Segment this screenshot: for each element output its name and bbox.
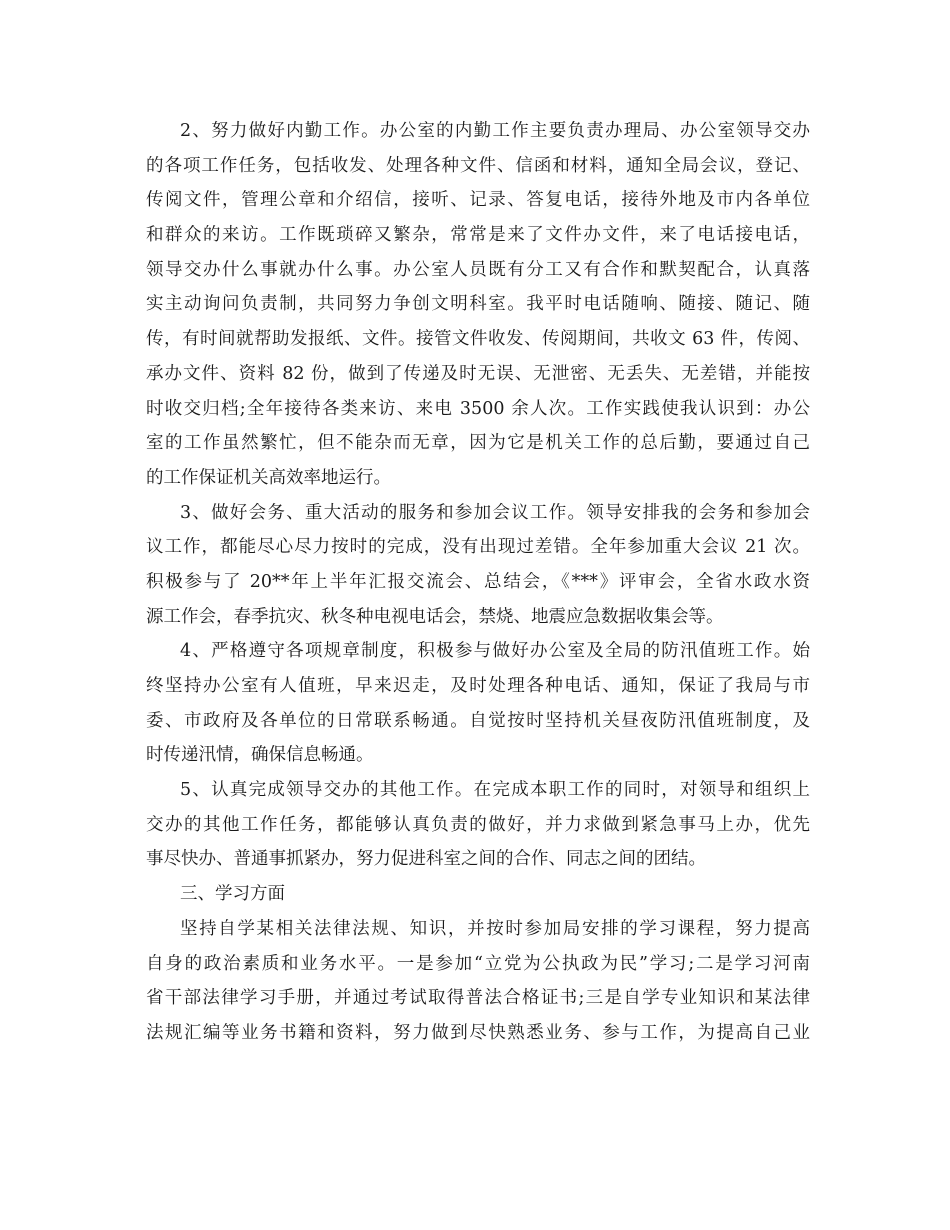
text-line: 室的工作虽然繁忙，但不能杂而无章，因为它是机关工作的总后勤，要通过自己 [146,433,810,454]
text-line: 事尽快办、普通事抓紧办，努力促进科室之间的合作、同志之间的团结。 [146,849,706,870]
text-line: 的工作保证机关高效率地运行。 [146,467,391,488]
text-line: 5、认真完成领导交办的其他工作。在完成本职工作的同时，对领导和组织上 [180,780,810,801]
text-line: 实主动询问负责制，共同努力争创文明科室。我平时电话随响、随接、随记、随 [146,294,810,315]
text-line: 2、努力做好内勤工作。办公室的内勤工作主要负责办理局、办公室领导交办 [180,121,810,141]
text-line: 承办文件、资料 82 份，做到了传递及时无误、无泄密、无丢失、无差错，并能按 [146,363,810,384]
text-line: 三、学习方面 [180,884,285,905]
text-line: 传阅文件，管理公章和介绍信，接听、记录、答复电话，接待外地及市内各单位 [146,190,810,211]
text-line: 和群众的来访。工作既琐碎又繁杂，常常是来了文件办文件，来了电话接电话， [146,225,810,246]
text-line: 交办的其他工作任务，都能够认真负责的做好，并力求做到紧急事马上办，优先 [146,814,810,835]
text-line: 自身的政治素质和业务水平。一是参加“立党为公执政为民”学习;二是学习河南 [146,953,810,974]
text-line: 的各项工作任务，包括收发、处理各种文件、信函和材料，通知全局会议，登记、 [146,155,810,176]
text-line: 委、市政府及各单位的日常联系畅通。自觉按时坚持机关昼夜防汛值班制度，及 [146,710,810,731]
text-line: 省干部法律学习手册，并通过考试取得普法合格证书;三是自学专业知识和某法律 [146,988,810,1009]
text-line: 领导交办什么事就办什么事。办公室人员既有分工又有合作和默契配合，认真落 [146,259,810,280]
text-line: 终坚持办公室有人值班，早来迟走，及时处理各种电话、通知，保证了我局与市 [146,676,810,696]
text-line: 法规汇编等业务书籍和资料，努力做到尽快熟悉业务、参与工作，为提高自己业 [146,1022,810,1043]
text-line: 积极参与了 20**年上半年汇报交流会、总结会，《***》评审会，全省水政水资 [146,571,810,592]
text-line: 时传递汛情，确保信息畅通。 [146,745,374,766]
text-line: 传，有时间就帮助发报纸、文件。接管文件收发、传阅期间，共收文 63 件，传阅、 [146,329,810,350]
text-line: 议工作，都能尽心尽力按时的完成，没有出现过差错。全年参加重大会议 21 次。 [146,537,810,558]
text-line: 时收交归档;全年接待各类来访、来电 3500 余人次。工作实践使我认识到：办公 [146,398,810,419]
text-line: 源工作会，春季抗灾、秋冬种电视电话会，禁烧、地震应急数据收集会等。 [146,606,724,627]
document-body [146,114,810,1051]
text-line: 3、做好会务、重大活动的服务和参加会议工作。领导安排我的会务和参加会 [180,502,810,523]
text-line: 4、严格遵守各项规章制度，积极参与做好办公室及全局的防汛值班工作。始 [180,641,810,662]
text-line: 坚持自学某相关法律法规、知识，并按时参加局安排的学习课程，努力提高 [180,918,810,939]
